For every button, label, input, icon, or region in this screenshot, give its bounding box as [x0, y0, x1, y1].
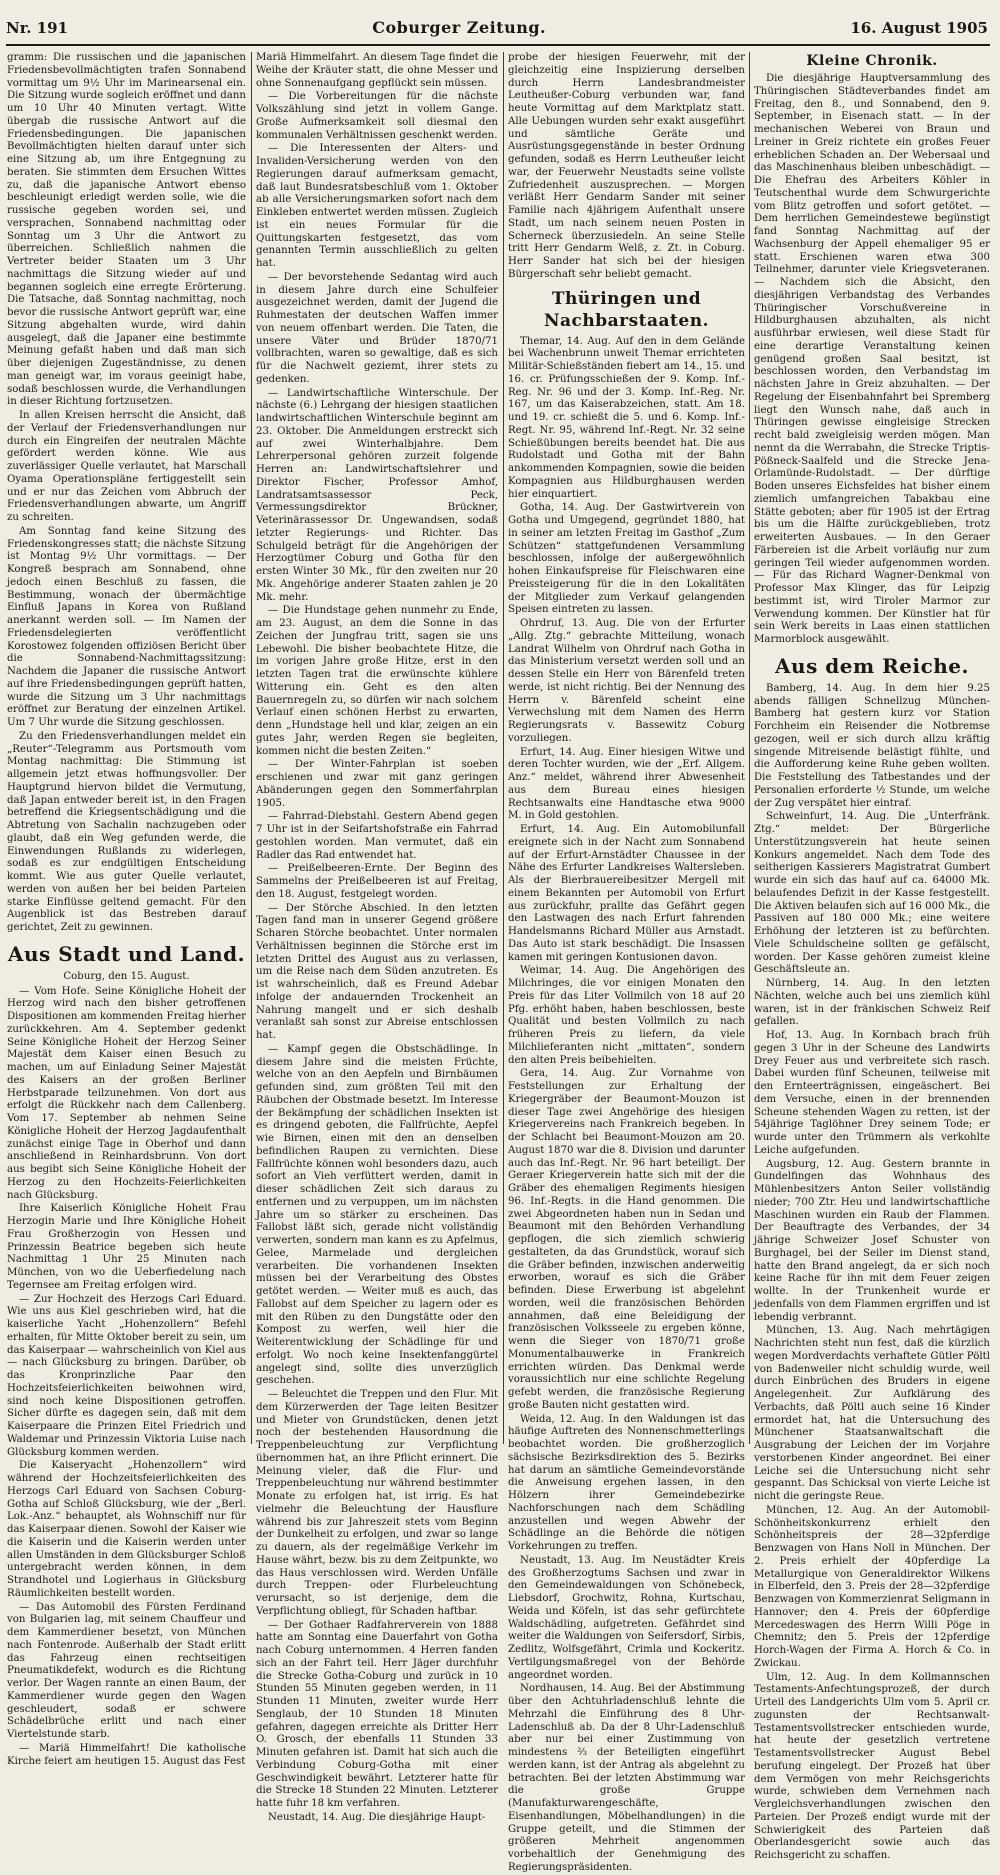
issue-number: Nr. 191 — [6, 19, 68, 37]
column-3 — [508, 52, 745, 1873]
article-paragraph: — Der bevorstehende Sedantag wird auch in diesem Jahre durch eine Schulfeier ausgezeichnet werden, damit der Jugend die Ruhmestaten der deutschen Waffen immer von neuem offenbart werden. Die Taten, die unsere Väter und Brüder 1870/71 vollbrachten, waren so gewaltige, daß es sich für die Nachwelt geziemt, ihrer stets zu gedenken. — [256, 271, 498, 385]
article-paragraph: — Zur Hochzeit des Herzogs Carl Eduard. Wie uns aus Kiel geschrieben wird, hat die kaiserliche Yacht „Hohenzollern“ Befehl erhalten, für Mitte Oktober bereit zu sein, um das Kaiserpaar — wahrscheinlich von Kiel aus — nach Glücksburg zu bringen. Darüber, ob das Kronprinzliche Paar den Hochzeitsfeierlichkeiten beiwohnen wird, sind noch keine Dispositionen getroffen. Sicher dürfte es dagegen sein, daß mit dem Kaiserpaare die Prinzen Eitel Friedrich und Waldemar und Prinzessin Viktoria Luise nach Glücksburg kommen werden. — [7, 1293, 246, 1458]
article-paragraph: — Das Automobil des Fürsten Ferdinand von Bulgarien lag, mit seinem Chauffeur und dem Kammerdiener besetzt, von München nach Fontenrode. Außerhalb der Stadt erlitt das Fahrzeug einen rechtseitigen Pneumatikdefekt, wodurch es die Richtung verlor. Der Wagen rannte an einen Baum, der Kammerdiener wurde gegen den Wagen geschleudert, sodaß er schwere Schädelbrüche erlitt und nach einer Viertelstunde starb. — [7, 1601, 246, 1740]
article-paragraph: Nürnberg, 14. Aug. In den letzten Nächten, welche auch bei uns ziemlich kühl waren, ist in der fränkischen Schweiz Reif gefallen. — [754, 978, 990, 1028]
article-paragraph: — Preißelbeeren-Ernte. Der Beginn des Sammelns der Preißelbeeren ist auf Freitag, den 18. August, festgelegt worden. — [256, 863, 498, 900]
article-paragraph: Zu den Friedensverhandlungen meldet ein „Reuter“-Telegramm aus Portsmouth vom Montag nachmittag: Die Stimmung ist allgemein jetzt etwas hoffnungsvoller. Der Hauptgrund hiervon bildet die Vermutung, daß Japan entweder bereit ist, in den Fragen betreffend die Kriegsentschädigung und die Abtretung von Sachalin nachzugeben oder glaubt, daß ein Weg gefunden werde, die Einwendungen Rußlands zu widerlegen, sodaß es zur endgültigen Entscheidung kommt. Wie aus guter Quelle verlautet, werden von außen her bei beiden Parteien starke Einflüsse geltend gemacht. Für den Augenblick ist das Bestreben darauf gerichtet, Zeit zu gewinnen. — [7, 730, 246, 933]
article-paragraph: — Beleuchtet die Treppen und den Flur. Mit dem Kürzerwerden der Tage leiten Besitzer und Mieter von Grundstücken, denen jetzt noch der bestehenden Hausordnung die Treppenbeleuchtung zur Verpflichtung übernommen hat, an ihre Pflicht erinnert. Die Meinung vieler, daß die Flur- und Treppenbeleuchtung nur während bestimmter Monate zu erfolgen hat, ist irrig. Es hat vielmehr die Beleuchtung der Hausflure während bis zur Jahreszeit stets vom Beginn der Dunkelheit zu erfolgen, und zwar so lange zu dauern, als der regelmäßige Verkehr im Hause währt, bezw. bis zu dem Zeitpunkte, wo das Haus verschlossen wird. Werden Unfälle durch Treppen- oder Flurbeleuchtung verursacht, so ist derjenige, dem die Verpflichtung obliegt, für Schaden haftbar. — [256, 1389, 498, 1617]
column-divider — [749, 52, 750, 1444]
section-heading-aus-dem-reiche: Aus dem Reiche. — [775, 653, 969, 678]
dateline: Coburg, den 15. August. — [63, 970, 190, 982]
article-paragraph: — Fahrrad-Diebstahl. Gestern Abend gegen 7 Uhr ist in der Seifartshofstraße ein Fahrrad gestohlen worden. Man vermutet, daß ein Radler das Rad entwendet hat. — [256, 811, 498, 861]
article-paragraph: — Die Vorbereitungen für die nächste Volkszählung sind jetzt in vollem Gange. Große Aufmerksamkeit soll diesmal den kommunalen Verhältnissen geschenkt werden. — [256, 91, 498, 141]
article-paragraph: Ohrdruf, 13. Aug. Die von der Erfurter „Allg. Ztg.“ gebrachte Mitteilung, wonach Landrat Wilhelm von Ohrdruf nach Gotha in das Ministerium versetzt werden soll und an dessen Stelle ein Herr von Bärenfeld treten werde, ist nicht richtig. Bei der Nennung des Herrn v. Bärenfeld scheint eine Verwechslung mit dem Namen des Herrn Regierungsrats v. Bassewitz Coburg vorzuliegen. — [508, 618, 745, 744]
article-paragraph: Mariä Himmelfahrt. An diesem Tage findet die Weihe der Kräuter statt, die ohne Messer und ohne Sonnenaufgang gepflückt sein müssen. — [256, 52, 498, 89]
article-paragraph: Weimar, 14. Aug. Die Angehörigen des Milchringes, die vor einigen Monaten den Preis für das Liter Vollmilch von 18 auf 20 Pfg. erhöht haben, haben beschlossen, beste Qualität und besten Vollmilch zu nach früheren Preis zu liefern, da viele Milchlieferanten nicht „mittaten“, sondern den alten Preis beibehielten. — [508, 965, 745, 1066]
article-paragraph: Am Sonntag fand keine Sitzung des Friedenskongresses statt; die nächste Sitzung ist Montag 9½ Uhr vormittags. — Der Kongreß besprach am Sonnabend, ohne jedoch einen Beschluß zu fassen, die Bestimmung, wonach der übermächtige Einfluß Japans in Korea von Rußland anerkannt werden soll. — Im Namen der Friedensdelegierten veröffentlicht Korostowez folgenden offiziösen Bericht über die Sonnabend-Nachmittagssitzung: Nachdem die Japaner die russische Antwort auf ihre Friedensbedingungen geprüft hatten, wurde die Sitzung um 3 Uhr nachmittags eröffnet zur Beratung der einzelnen Artikel. Um 7 Uhr wurde die Sitzung geschlossen. — [7, 525, 246, 728]
article-paragraph: Erfurt, 14. Aug. Ein Automobilunfall ereignete sich in der Nacht zum Sonnabend auf der Erfurt-Arnstädter Chaussee in der Nähe des Erfurter Landkreises Waltersleben. Als der Bierbrauereibesitzer Mergell mit einem Bekannten per Automobil von Erfurt aus zurückfuhr, prallte das Gefährt gegen den Lastwagen des nach Erfurt fahrenden Handelsmanns Richard Müller aus Arnstadt. Das Auto ist stark beschädigt. Die Insassen kamen mit geringen Kontusionen davon. — [508, 824, 745, 963]
article-paragraph: Gera, 14. Aug. Zur Vornahme von Feststellungen zur Erhaltung der Kriegergräber der Beaumont-Mouzon ist dieser Tage zwei Angehörige des hiesigen Kriegervereins nach Frankreich begeben. In der Schlacht bei Beaumont-Mouzon am 20. August 1870 war die 8. Division und darunter auch das Inf.-Regt. Nr. 96 hart beteiligt. Der Geraer Kriegerverein hatte sich mit der die Gräber des ehemaligen Regiments hiesigen 96. Inf.-Regts. in die Hand genommen. Die zwei Abgeordneten haben nun in Sedan und Beaumont mit den Behörden Verhandlung gepflogen, die sich ziemlich schwierig gestalteten, da das Grundstück, worauf sich die Gräber befinden, inzwischen anderweitig erworben, worauf es sich die Gräber befinden. Diese Erwerbung ist abgelehnt worden, weil die französischen Behörden annahmen, daß eine Beleidigung der französischen Volksseele zu ergeben könne, wenn die Sieger von 1870/71 große Monumentalbauwerke in Frankreich errichten würden. Das Denkmal werde voraussichtlich nur eine schlichte Regelung gefebt werden, die französische Regierung große Bauten nicht gestatten wird. — [508, 1068, 745, 1411]
article-paragraph: Augsburg, 12. Aug. Gestern brannte in Gundelfingen das Wohnhaus des Mühlenbesitzers Anton Seiler vollständig nieder; 700 Ztr. Heu und landwirtschaftliche Maschinen wurden ein Raub der Flammen. Der Beauftragte des Verbandes, der 34 jährige Schweizer Josef Schuster von Burghagel, bei der Seiler im Dienst stand, hatte den Brand angelegt, da er sich noch keine Rache für ihn mit dem Feuer zeigen wollte. In der Trunkenheit wurde er jedenfalls von dem Flammen ergriffen und ist lebendig verbrannt. — [754, 1158, 990, 1323]
article-paragraph: — Mariä Himmelfahrt! Die katholische Kirche feiert am heutigen 15. August das Fest — [7, 1742, 246, 1767]
section-heading-stadt-und-land: Aus Stadt und Land. — [7, 941, 246, 966]
newspaper-title: Coburger Zeitung. — [372, 18, 547, 37]
article-paragraph: Die Kaiseryacht „Hohenzollern“ wird während der Hochzeitsfeierlichkeiten des Herzogs Carl Eduard von Sachsen Coburg-Gotha auf Schloß Glücksburg, wie der „Berl. Lok.-Anz.“ behauptet, als Wohnschiff nur für das Kaiserpaar dienen. Sowohl der Kaiser wie die Kaiserin und die Kaiserin werden unter allen Umständen in dem Glücksburger Schloß untergebracht werden können, in dem Strandhotel und Logierhaus in Glücksburg Räumlichkeiten bestellt worden. — [7, 1460, 246, 1599]
article-paragraph: Ihre Kaiserlich Königliche Hoheit Frau Herzogin Marie und Ihre Königliche Hoheit Frau Großherzogin von Hessen und Prinzessin Beatrice begeben sich heute Nachmittag 1 Uhr 25 Minuten nach München, von wo die Ueberfiedelung nach Tegernsee am Freitag erfolgen wird. — [7, 1203, 246, 1291]
article-paragraph: In allen Kreisen herrscht die Ansicht, daß der Verlauf der Friedensverhandlungen nur durch ein Eingreifen der neutralen Mächte gefördert werden könne. Wie aus zuverlässiger Quelle verlautet, hat Marschall Oyama Operationspläne fertiggestellt sein und er nur das Zeichen vom Abbruch der Friedensverhandlungen abwarte, um Angriff zu schreiten. — [7, 410, 246, 523]
header-rule — [6, 44, 990, 46]
article-paragraph: — Der Störche Abschied. In den letzten Tagen fand man in unserer Gegend größere Scharen Störche beobachtet. Unter normalen Verhältnissen beginnen die Störche erst im letzten Drittel des August aus zu verlassen, um die Reise nach dem Süden anzutreten. Es ist wahrscheinlich, daß es Freund Adebar infolge der andauernden Trockenheit an Nahrung mangelt und er sich deshalb veranlaßt sah sonst zur Abreise entschlossen hat. — [256, 902, 498, 1041]
article-paragraph: Bamberg, 14. Aug. In dem hier 9.25 abends fälligen Schnellzug München-Bamberg hat gestern kurz vor Station Forchheim ein Reisender die Notbremse gezogen, weil er sich durch allzu kräftig singende Mitreisende belästigt fühlte, und die Aufforderung keine Ruhe geben wollten. Die Feststellung des Tatbestandes und der Personalien erforderte ½ Stunde, um welche der Zug verspätet hier eintraf. — [754, 682, 990, 809]
article-paragraph: — Der Gothaer Radfahrerverein von 1888 hatte am Sonntag eine Dauerfahrt von Gotha nach Coburg unternommen. 4 Herren fanden sich an der Fahrt teil. Herr Jäger durchfuhr die Strecke Gotha-Coburg und zurück in 10 Stunden 55 Minuten gegeben werden, in 11 Stunden 11 Minuten, zweiter wurde Herr Senglaub, der 10 Stunden 18 Minuten gefahren, dagegen erreichte als Dritter Herr O. Grosch, der ebenfalls 11 Stunden 33 Minuten gefahren ist. Damit hat sich auch die Verbindung Coburg-Gotha mit einer Geschwindigkeit bewährt. Letzterer hatte für die Strecke 18 Stunden 22 Minuten. Letzterer hatte fuhr 18 km verfahren. — [256, 1619, 498, 1809]
column-divider — [251, 52, 252, 1444]
article-paragraph: — Kampf gegen die Obstschädlinge. In diesem Jahre sind die meisten Früchte, welche von an den Aepfeln und Birnbäumen gefunden sind, zum größten Teil mit den Räubchen der Obstmade besetzt. Im Interesse der Bekämpfung der schädlichen Insekten ist es dringend geboten, die Fallfrüchte, Aepfel wie Birnen, einen mit den an denselben befindlichen Raupen zu vernichten. Diese Fallfrüchte können wohl besonders dazu, auch sofort an Vieh verfüttert werden, damit in dieser schädlichen Zeit sich daraus zu entfernen und zu verpuppen, um im nächsten Jahre um so stärker zu erscheinen. Das Fallobst läßt sich, gerade nicht vollständig verwerten, sondern man kann es zu Apfelmus, Gelee, Marmelade und dergleichen verarbeiten. Die vorhandenen Insekten müssen bei der Verarbeitung des Obstes getötet werden. — Weiter muß es auch, das Fallobst auf dem Speicher zu lagern oder es mit den Rüben zu den Dungstätte oder den Kompost zu werfen, weil hier die Weiterentwicklung der Schädlinge für und erfolgt. Wo noch keine Insektenfanggürtel angelegt sind, sollte dies unverzüglich geschehen. — [256, 1043, 498, 1387]
article-paragraph: München, 12. Aug. An der Automobil-Schönheitskonkurrenz erhielt den Schönheitspreis der 28—32pferdige Benzwagen von Hans Noll in München. Der 2. Preis erhielt der 40pferdige La Metallurgique von Generaldirektor Wilkens in Elberfeld, den 3. Preis der 28—32pferdige Benzwagen von Kommerzienrat Seligmann in Hannover; den 4. Preis der 60pferdige Mercedeswagen des Herrn Willi Pöge in Chemnitz; den 5. Preis der 12pferdige Horch-Wagen der Firma A. Horch & Co. in Zwickau. — [754, 1504, 990, 1669]
section-heading-thueringen: Thüringen und Nachbarstaaten. — [543, 288, 710, 331]
article-paragraph: — Die Interessenten der Alters- und Invaliden-Versicherung werden von den Regierungen darauf aufmerksam gemacht, daß laut Bundesratsbeschluß vom 1. Oktober ab alle Versicherungsmarken sofort nach dem Einkleben entwertet werden müssen. Zugleich ist ein neues Formular für die Quittungskarten festgesetzt, das vom genannten Termin ausschließlich zu gelten hat. — [256, 143, 498, 269]
issue-date: 16. August 1905 — [850, 19, 988, 37]
article-paragraph: Die diesjährige Hauptversammlung des Thüringischen Städteverbandes findet am Freitag, den 8., und Sonnabend, den 9. September, in Eisenach statt. — In der mechanischen Weberei von Braun und Lreiner in Greiz richtete ein großes Feuer erheblichen Schaden an. Der Webersaal und das Maschinenhaus bleiben unbeschädigt. — Die Ehefrau des Arbeiters Köhler in Teutschenthal wurde dem Schwurgerichte vom Blitz getroffen und sofort getötet. — Dem herrlichen Gemeindestewe begünstigt fand Sonntag Nachmittag auf der Wachsenburg der Appell ehemaliger 95 er statt. Erschienen waren etwa 300 Teilnehmer, darunter viele Kriegsveteranen. — Nachdem sich die Absicht, den diesjährigen Verbandstag des Verbandes Thüringischer Vorschußvereine in Hildburghausen abzuhalten, als nicht ausführbar erwiesen, weil diese Stadt für eine derartige Veranstaltung keinen genügend großen Saal besitzt, ist beschlossen worden, den Verbandstag im nächsten Jahre in Greiz abzuhalten. — Der Regelung der Eisenbahnfahrt bei Spremberg liegt den Wunsch nahe, daß auch in Thüringen gewisse eingleisige Strecken recht bald zweigleisig werden mögen. Man nennt da die Werrabahn, die Strecke Triptis-Pößneck-Saalfeld und die Strecke Jena-Orlamünde-Rudolstadt. — Der dürftige Boden unseres Eichsfeldes hat bisher einem ziemlich umfangreichen Tabakbau eine Stätte geboten; aber für 1905 ist der Ertrag bis um die Hälfte zurückgeblieben, trotz erweiterten Ausbaues. — In den Geraer Färbereien ist die Arbeit vorläufig nur zum geringen Teil wieder aufgenommen worden. — Für das Richard Wagner-Denkmal von Professor Max Klinger, das für Leipzig bestimmt ist, wird Tiroler Marmor zur Verwendung kommen. Der Künstler hat für sein Werk bereits in Laas einen stattlichen Marmorblock ausgewählt. — [754, 73, 990, 645]
article-paragraph: Erfurt, 14. Aug. Einer hiesigen Witwe und deren Tochter wurden, wie der „Erf. Allgem. Anz.“ meldet, während ihrer Abwesenheit aus dem Bureau eines hiesigen Rechtsanwalts eine Handtasche etwa 9000 M. in Gold gestohlen. — [508, 746, 745, 822]
article-paragraph: Hof, 13. Aug. In Kornbach brach früh gegen 3 Uhr in der Scheune des Landwirts Drey Feuer aus und verbreitete sich rasch. Dabei wurden fünf Scheunen, teilweise mit den Ernteerträgnissen, eingeäschert. Bei dem Versuche, einen in der brennenden Scheune stehenden Wagen zu retten, ist der 54jährige Taglöhner Drey seinem Tode; er wurde unter den Trümmern als verkohlte Leiche aufgefunden. — [754, 1030, 990, 1156]
article-paragraph: Nordhausen, 14. Aug. Bei der Abstimmung über den Achtuhrladenschluß lehnte die Mehrzahl die Einführung des 8 Uhr-Ladenschluß ab. Da der 8 Uhr-Ladenschluß aber nur bei einer Zustimmung von mindestens ⅔ der Beteiligten eingeführt werden kann, ist der Antrag als abgelehnt zu betrachten. Bei der letzten Abstimmung war die große Gruppe (Manufakturwarengeschäfte, Eisenhandlungen, Möbelhandlungen) in die Gruppe geteilt, und die Stimmen der größeren Mehrheit angenommen vorbehaltlich der Genehmigung des Regierungspräsidenten. — [508, 1683, 745, 1873]
column-2 — [256, 52, 498, 1823]
article-paragraph: probe der hiesigen Feuerwehr, mit der gleichzeitig eine Inspizierung derselben durch Herrn Landesbrandmeister Leutheußer-Coburg verbunden war, fand heute Vormittag auf dem Marktplatz statt. Alle Uebungen wurden sehr exakt ausgeführt und sämtliche Geräte und Ausrüstungsgegenstände in bester Ordnung gefunden, sodaß es Herrn Leutheußer leicht war, der Feuerwehr Neustadts seine vollste Zufriedenheit auszusprechen. — Morgen verläßt Herr Gendarm Sander mit seiner Familie nach 4jährigem Aufenthalt unsere Stadt, um nach seinem neuen Posten in Scherneck überzusiedeln. An seine Stelle tritt Herr Gendarm Welß, z. Zt. in Coburg. Herr Sander hat sich bei der hiesigen Bürgerschaft sehr beliebt gemacht. — [508, 52, 745, 280]
column-divider — [503, 52, 504, 1444]
article-paragraph: Ulm, 12. Aug. In dem Kollmannschen Testaments-Anfechtungsprozeß, der durch Urteil des Landgerichts Ulm vom 5. April cr. zugunsten der Rechtsanwalt-Testamentsvollstrecker entschieden wurde, hat heute der gesetzlich vertretene Testamentsvollstrecker August Bebel berufung eingelegt. Der Prozeß hat über dem Vermögen von mehr Reichsgerichts wurde, schwieben dem Vernehmen nach Vergleichsverhandlungen zwischen den Parteien. Der Prozeß endigt wurde mit der Schwierigkeit des Parteien daß Oberlandesgericht sowie auch das Reichsgericht zu schaffen. — [754, 1671, 990, 1861]
section-heading-kleine-chronik: Kleine Chronik. — [806, 53, 938, 69]
article-paragraph: Schweinfurt, 14. Aug. Die „Unterfränk. Ztg.“ meldet: Der Bürgerliche Unterstützungsverein hat heute seinen Konkurs angemeldet. Nach dem Tode des seitherigen Kassierers Magistratrat Gumbert wurde ein sich das hauf auf ca. 64000 Mk. belaufendes Defizit in der Kasse festgestellt. Die Aktiven belaufen sich auf 16 000 Mk., die Passiven auf 180 000 Mk.; eine weitere Erhöhung der letzteren ist zu befürchten. Viele Schuldscheine sollten ge gefälscht, worden. Der Kasse gehören zumeist kleine Geschäftsleute an. — [754, 811, 990, 976]
masthead — [6, 18, 988, 40]
column-1 — [7, 52, 246, 1767]
article-paragraph: — Landwirtschaftliche Winterschule. Der nächste (6.) Lehrgang der hiesigen staatlichen landwirtschaftlichen Winterschule beginnt am 23. Oktober. Die Anmeldungen erstreckt sich auf zwei Winterhalbjahre. Dem Lehrerpersonal gehören zurzeit folgende Herren an: Landwirtschaftslehrer und Direktor Fischer, Professor Amhof, Landratsamtsassessor Peck, Vermessungsdirektor Brückner, Veterinärassessor Dr. Ungewandsen, sodaß letzter Regierungs- und Richter. Das Schulgeld beträgt für die Angehörigen der Herzogtümer Coburg und Gotha für den ersten Winter 30 Mk., für den zweiten nur 20 Mk. Angehörige anderer Staaten zahlen je 20 Mk. mehr. — [256, 387, 498, 603]
article-paragraph: München, 13. Aug. Nach mehrtägigen Nachrichten steht nun fest, daß die kürzlich wegen Mordverdachts verhaftete Gütler Pöltl von Badenweiler nicht schuldig wurde, weil durch Einbrüchen des Bruders in eigene Angelegenheit. Zur Aufklärung des Verbachts, daß Pöltl auch seine 16 Kinder ermordet hat, hat die Untersuchung des Münchener Staatsanwaltschaft die Ausgrabung der Leichen der im Vorjahre verstorbenen Kinder angeordnet. Bei einer Leiche sei die Untersuchung nicht sehr gespannt. Das Schicksal von vierte Leiche ist nicht die geringste Reue. — [754, 1325, 990, 1502]
article-paragraph: gramm: Die russischen und die japanischen Friedensbevollmächtigten trafen Sonnabend vormittag um 9½ Uhr im Marinearsenal ein. Die Sitzung wurde sogleich eröffnet und dann um 10 Uhr 40 Minuten vertagt. Witte übergab die russische Antwort auf die Friedensbedingungen. Die japanischen Bevollmächtigten hielten darauf unter sich eine Sitzung ab, um ihre Entgegnung zu beraten. Sie stimmten dem Ersuchen Wittes zu, daß die japanische Antwort ebenso beschleunigt erledigt werden solle, wie die russische gegeben worden sei, und versprachen, Sonnabend nachmittag oder Sonntag um 3 Uhr die Antwort zu überreichen. Schließlich nahmen die Vertreter beider Staaten um 3 Uhr nachmittags die Sitzung wieder auf und begannen sogleich eine erregte Erörterung. Die Tatsache, daß Sonntag nachmittag, noch bevor die russische Antwort geprüft war, eine Sitzung abgehalten wurde, wird dahin ausgelegt, daß die Japaner eine bestimmte Meinung gefaßt haben und daß man sich über diejenigen Zugeständnisse, zu denen man geneigt war, im voraus geeinigt habe, sodaß beschlossen wurde, die Verhandlungen in dieser Richtung fortzusetzen. — [7, 52, 246, 408]
article-paragraph: Gotha, 14. Aug. Der Gastwirtverein von Gotha und Umgegend, gegründet 1880, hat in seiner am letzten Freitag im Gasthof „Zum Schützen“ stattgefundenen Versammlung beschlossen, infolge der außergewöhnlich hohen Einkaufspreise für Fleischwaren eine Preissteigerung für die in den Lokalitäten der Mitglieder zum Verkauf gelangenden Speisen eintreten zu lassen. — [508, 502, 745, 616]
article-paragraph: — Vom Hofe. Seine Königliche Hoheit der Herzog wird nach den bisher getroffenen Dispositionen am kommenden Freitag hierher zurückkehren. Am 4. September gedenkt Seine Königliche Hoheit der Herzog Seiner Majestät dem Kaiser einen Besuch zu machen, um auf Einladung Seiner Majestät des Kaisers an der großen Berliner Herbstparade teilzunehmen. Von dort aus erfolgt die Rückkehr nach dem Callenberg. Vom 17. September ab nehmen Seine Königliche Hoheit der Herzog Jagdaufenthalt zunächst einige Tage in Oberhof und dann anschließend in Reinhardsbrunn. Von dort aus begibt sich Seine Königliche Hoheit der Herzog zu den Hochzeits-Feierlichkeiten nach Glücksburg. — [7, 985, 246, 1201]
column-4 — [754, 52, 990, 1861]
article-paragraph: Weida, 12. Aug. In den Waldungen ist das häufige Auftreten des Nonnenschmetterlings beobachtet worden. Die großherzoglich sächsische Bezirksdirektion des 5. Bezirks hat darum an sämtliche Gemeindevorstände die Anweisung ergehen lassen, in den Hölzern ihrer Gemeindebezirke Nachforschungen nach dem Schädling anzustellen und wegen Abwehr der Schädlinge an die Behörde die nötigen Vorkehrungen zu treffen. — [508, 1413, 745, 1552]
article-paragraph: — Die Hundstage gehen nunmehr zu Ende, am 23. August, an dem die Sonne in das Zeichen der Jungfrau tritt, sagen sie uns Lebewohl. Die bisher beobachtete Hitze, die im vorigen Jahre große Hitze, erst in den letzten Tagen trat die erwünschte kühlere Witterung ein. Geht es den alten Bauernregeln zu, so dürfen wir nach solchem Verlauf einen schönen Herbst zu erwarten, denn „Hundstage hell und klar, zeigen an ein gutes Jahr, werden Regen sie begleiten, kommen nicht die besten Zeiten.“ — [256, 605, 498, 757]
article-paragraph: Neustadt, 13. Aug. Im Neustädter Kreis des Großherzogtums Sachsen und zwar in den Gemeindewaldungen von Schönebeck, Liebsdorf, Grochwitz, Rohna, Kurtschau, Weida und Köfeln, ist das sehr gefürchtete Waldschädling, aufgetreten. Gefährdet sind weiter die Waldungen von Seifersdorf, Sirbis, Zedlitz, Wolfsgefährt, Crimla und Kockeritz. Vertilgungsmaßregel von der Behörde angeordnet worden. — [508, 1554, 745, 1681]
article-paragraph: Neustadt, 14. Aug. Die diesjährige Haupt- — [268, 1811, 486, 1823]
article-paragraph: — Der Winter-Fahrplan ist soeben erschienen und zwar mit ganz geringen Abänderungen gegen den Sommerfahrplan 1905. — [256, 759, 498, 809]
article-paragraph: Themar, 14. Aug. Auf den in dem Gelände bei Wachenbrunn unweit Themar errichteten Militär-Schießständen fiebert am 14., 15. und 16. cr. Prüfungsschießen der 9. Komp. Inf.-Reg. Nr. 96 und der 3. Komp. Inf.-Reg. Nr. 167, um das Kaiserabzeichen, statt. Am 18. und 19. cr. schießt die 5. und 6. Komp. Inf.-Regt. Nr. 95, während Inf.-Regt. Nr. 32 seine Schießübungen bereits beendet hat. Die aus Rudolstadt und Gotha mit der Bahn ankommenden Kompagnien, sowie die beiden Kompagnien aus Hildburghausen werden hier einquartiert. — [508, 335, 745, 500]
